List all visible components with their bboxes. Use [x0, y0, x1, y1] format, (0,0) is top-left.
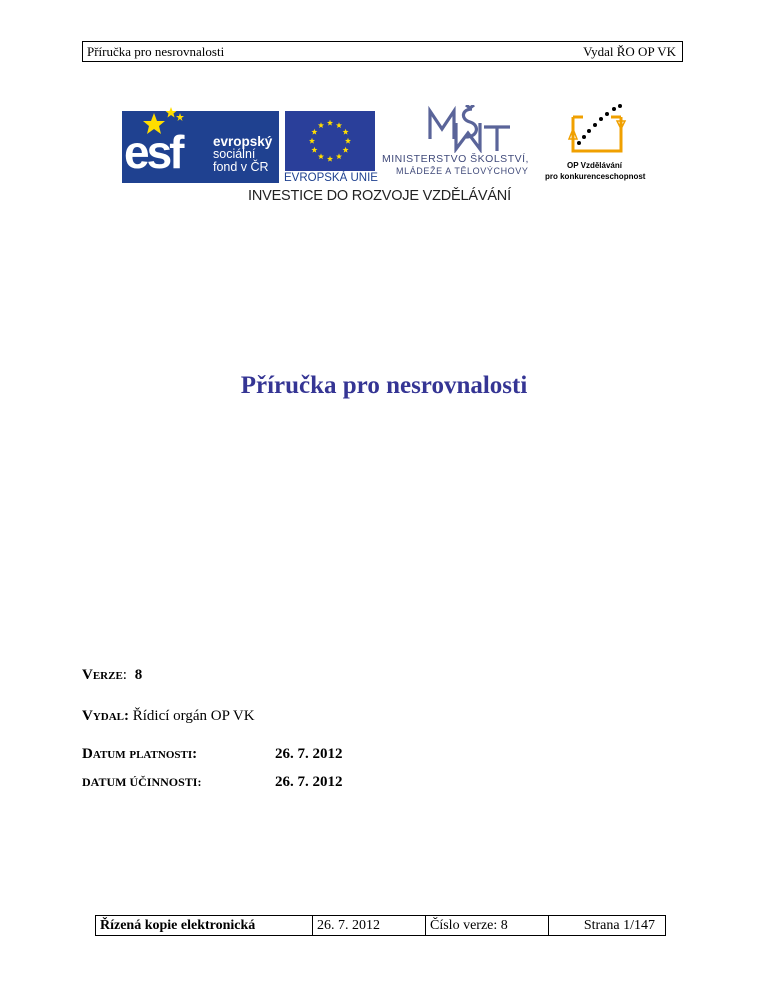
esf-line3: fond v ČR	[213, 160, 269, 174]
eu-star-icon	[318, 122, 324, 128]
page-footer	[95, 915, 666, 936]
version-label: Verze	[82, 667, 123, 683]
esf-line2: sociální	[213, 147, 256, 161]
logo-tagline: INVESTICE DO ROZVOJE VZDĚLÁVÁNÍ	[248, 188, 511, 204]
meta-validity-date	[82, 746, 382, 763]
eu-star-icon	[311, 147, 317, 153]
op-line2: pro konkurenceschopnost	[545, 172, 646, 181]
effective-date-label: DATUM ÚČINNOSTI:	[82, 775, 202, 789]
msmt-line2: MLÁDEŽE A TĚLOVÝCHOVY	[396, 166, 529, 176]
effective-date-value: 26. 7. 2012	[275, 774, 343, 790]
issued-by-label: Vydal:	[82, 708, 129, 724]
eu-star-icon	[318, 153, 324, 159]
footer-copy-type: Řízená kopie elektronická	[96, 916, 313, 936]
validity-date-value: 26. 7. 2012	[275, 746, 343, 762]
footer-date: 26. 7. 2012	[313, 916, 426, 936]
page-header	[82, 41, 683, 62]
eu-star-icon	[309, 138, 315, 144]
eu-star-icon	[343, 147, 349, 153]
eu-label: EVROPSKÁ UNIE	[284, 172, 378, 184]
op-line1: OP Vzdělávání	[567, 161, 622, 170]
msmt-monogram-icon	[426, 105, 516, 153]
meta-issued-by	[82, 708, 255, 725]
eu-star-icon	[327, 156, 333, 162]
version-value: 8	[134, 667, 143, 683]
document-title: Příručka pro nesrovnalosti	[240, 372, 528, 399]
esf-line1: evropský	[213, 134, 273, 149]
version-colon: :	[122, 667, 127, 683]
op-frame-icon	[567, 103, 637, 159]
eu-logo	[284, 111, 378, 184]
eu-star-icon	[311, 129, 317, 135]
validity-date-label: Datum platnosti:	[82, 746, 198, 762]
header-issuer: Vydal ŘO OP VK	[583, 44, 676, 59]
eu-star-icon	[345, 138, 351, 144]
op-logo	[542, 103, 652, 183]
footer-version: Číslo verze: 8	[426, 916, 549, 936]
eu-star-icon	[327, 120, 333, 126]
issued-by-value: Řídicí orgán OP VK	[132, 708, 255, 724]
eu-star-icon	[336, 153, 342, 159]
header-document-title: Příručka pro nesrovnalosti	[87, 44, 225, 59]
eu-flag-icon	[285, 111, 375, 171]
meta-effective-date	[82, 774, 382, 791]
esf-text	[213, 135, 272, 174]
esf-wordmark: esf	[124, 126, 182, 178]
msmt-line1: MINISTERSTVO ŠKOLSTVÍ,	[382, 153, 529, 165]
footer-page-number: Strana 1/147	[549, 916, 666, 936]
eu-star-icon	[343, 129, 349, 135]
meta-version	[82, 667, 142, 684]
esf-logo	[122, 111, 279, 183]
eu-star-icon	[336, 122, 342, 128]
msmt-logo	[381, 103, 547, 183]
